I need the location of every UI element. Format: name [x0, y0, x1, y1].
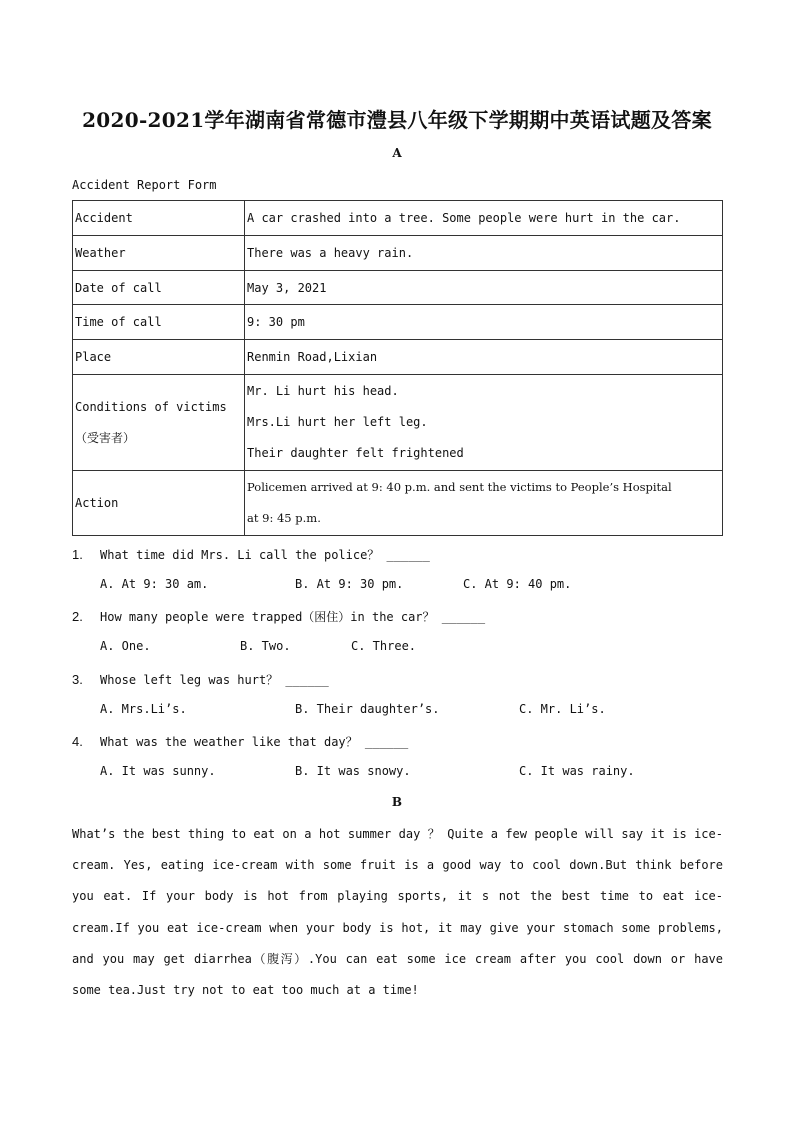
accident-report-table [72, 200, 723, 536]
table-cell-value: 9: 30 pm [245, 305, 723, 340]
victim-condition-line: Mr. Li hurt his head. [247, 384, 399, 398]
table-cell-value: Renmin Road,Lixian [245, 340, 723, 375]
table-row [73, 271, 723, 305]
table-cell-label: Date of call [73, 271, 245, 305]
question-number: 1. [72, 547, 83, 562]
option-a: A. It was sunny. [100, 764, 216, 778]
section-b-heading: B [391, 795, 403, 809]
form-label: Accident Report Form [72, 178, 217, 192]
table-cell-label: Conditions of victims（受害者） [73, 375, 245, 471]
question-1 [72, 546, 430, 563]
table-cell-value: There was a heavy rain. [245, 236, 723, 271]
table-cell-label: Place [73, 340, 245, 375]
option-a: A. One. [100, 639, 151, 653]
table-cell-label: Accident [73, 201, 245, 236]
option-c: C. Mr. Li’s. [519, 702, 606, 716]
document-title: 2020-2021学年湖南省常德市澧县八年级下学期期中英语试题及答案 [82, 108, 712, 132]
table-cell-value [245, 375, 723, 471]
table-cell-value: A car crashed into a tree. Some people were hurt in the car. [245, 201, 723, 236]
action-line: at 9: 45 p.m. [247, 511, 321, 525]
table-row [73, 305, 723, 340]
question-4 [72, 733, 408, 750]
table-row [73, 375, 723, 471]
table-cell-label: Weather [73, 236, 245, 271]
table-cell-value [245, 471, 723, 536]
table-cell-label: Action [73, 471, 245, 536]
question-text: What time did Mrs. Li call the police？ ______ [100, 548, 430, 562]
question-2 [72, 608, 485, 625]
table-row [73, 201, 723, 236]
question-text: How many people were trapped（困住）in the car？ ______ [100, 610, 486, 624]
option-b: B. At 9: 30 pm. [295, 577, 404, 591]
option-a: A. Mrs.Li’s. [100, 702, 187, 716]
victim-condition-line: Their daughter felt frightened [247, 446, 464, 460]
question-number: 4. [72, 734, 83, 749]
option-b: B. Two. [240, 639, 291, 653]
table-cell-label: Time of call [73, 305, 245, 340]
option-b: B. Their daughter’s. [295, 702, 440, 716]
option-b: B. It was snowy. [295, 764, 411, 778]
option-c: C. Three. [351, 639, 417, 653]
question-3 [72, 671, 329, 688]
option-c: C. At 9: 40 pm. [463, 577, 572, 591]
victim-condition-line: Mrs.Li hurt her left leg. [247, 415, 428, 429]
question-text: Whose left leg was hurt？ ______ [100, 673, 329, 687]
section-a-heading: A [392, 146, 402, 160]
option-c: C. It was rainy. [519, 764, 635, 778]
option-a: A. At 9: 30 am. [100, 577, 209, 591]
action-line: Policemen arrived at 9: 40 p.m. and sent the victims to People’s Hospital [247, 480, 672, 494]
question-number: 3. [72, 672, 83, 687]
passage-b: What’s the best thing to eat on a hot summer day ？ Quite a few people will say it is ice-cream. Yes, eating ice-cream with some fruit is a good way to cool down.But think before you eat. If your body is hot from playing sports, it s not the best time to eat ice-cream.If you eat ice-cream when your body is hot, it may give your stomach some problems, and you may get diarrhea（腹泻）.You can eat some ice cream after you cool down or have some tea.Just try not to eat too much at a time! [72, 827, 723, 998]
table-cell-value: May 3, 2021 [245, 271, 723, 305]
table-row [73, 471, 723, 536]
table-row [73, 236, 723, 271]
question-number: 2. [72, 609, 83, 624]
question-text: What was the weather like that day？ ______ [100, 735, 409, 749]
table-row [73, 340, 723, 375]
